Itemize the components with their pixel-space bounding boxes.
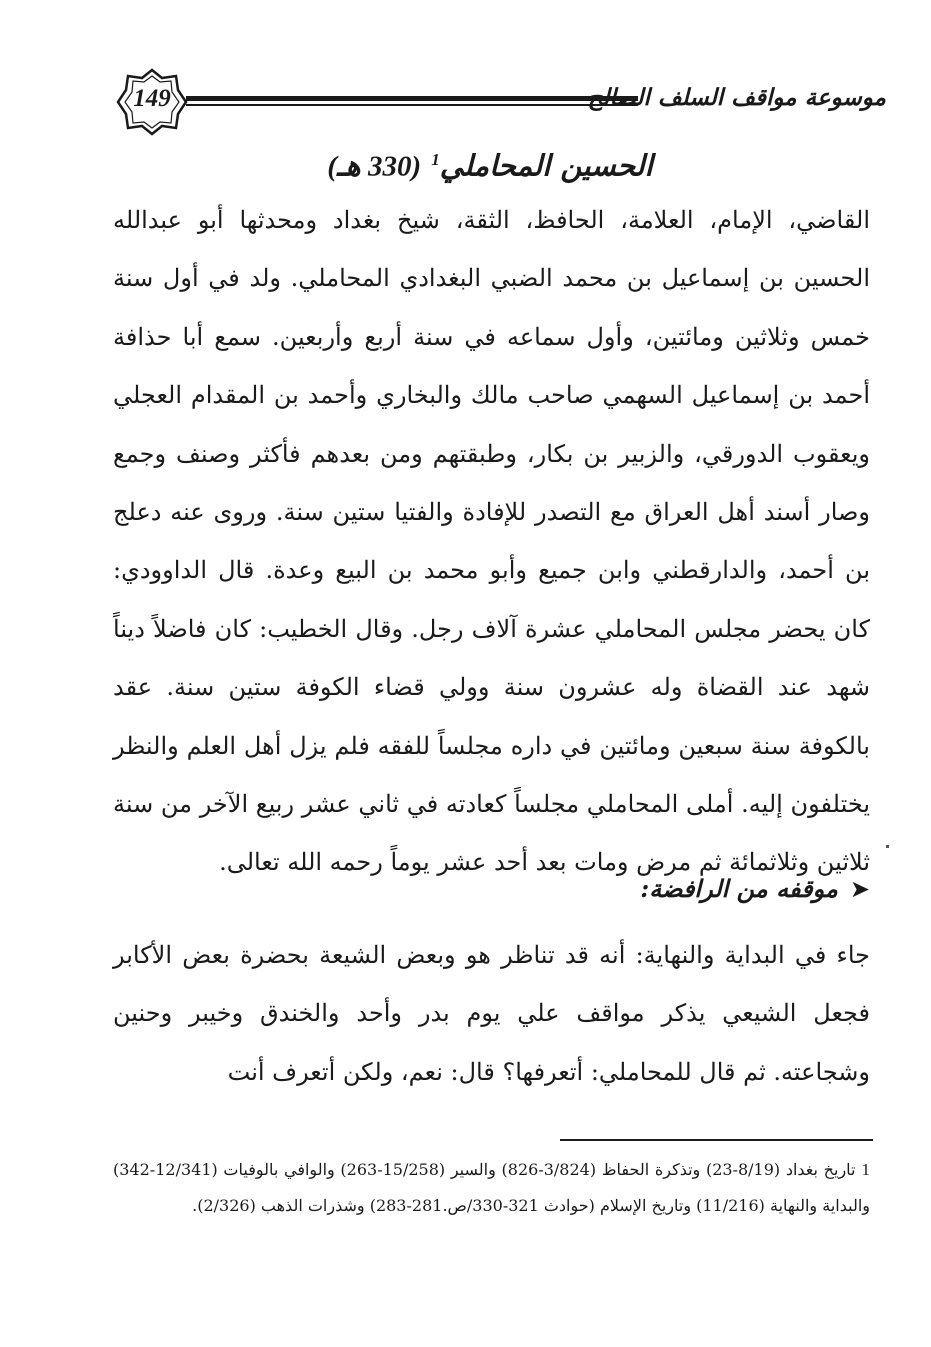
entry-heading bbox=[100, 132, 880, 195]
page-header bbox=[116, 68, 886, 136]
header-rule-thin bbox=[186, 104, 638, 106]
footnote-number: 1 bbox=[861, 1160, 870, 1179]
biography-paragraph: القاضي، الإمام، العلامة، الحافظ، الثقة، شيخ بغداد ومحدثها أبو عبدالله الحسين بن إسماعيل بن محمد الضبي البغدادي المحاملي. ولد في أول سنة خمس وثلاثين ومائتين، وأول سماعه في سنة أربع وأربعين. سمع أبا حذافة أحمد بن إسماعيل السهمي صاحب مالك والبخاري وأحمد بن المقدام العجلي ويعقوب الدورقي، والزبير بن بكار، وطبقتهم ومن بعدهم فأكثر وصنف وجمع وصار أسند أهل العراق مع التصدر للإفادة والفتيا ستين سنة. وروى عنه دعلج بن أحمد، والدارقطني وابن جميع وأبو محمد بن البيع وعدة. قال الداوودي: كان يحضر مجلس المحاملي عشرة آلاف رجل. وقال الخطيب: كان فاضلاً ديناً شهد عند القضاة وله عشرون سنة وولي قضاء الكوفة ستين سنة. عقد بالكوفة سنة سبعين ومائتين في داره مجلساً للفقه فلم يزل أهل العلم والنظر يختلفون إليه. أملى المحاملي مجلساً كعادته في ثاني عشر ربيع الآخر من سنة ثلاثين وثلاثمائة ثم مرض ومات بعد أحد عشر يوماً رحمه الله تعالى. bbox=[113, 206, 870, 877]
margin-mark bbox=[886, 845, 889, 848]
section-title: موقفه من الرافضة: bbox=[640, 874, 838, 903]
entry-name: الحسين المحاملي bbox=[439, 148, 653, 183]
entry-death-year: (330 هـ) bbox=[327, 150, 422, 183]
stance-paragraph: جاء في البداية والنهاية: أنه قد تناظر هو وبعض الشيعة بحضرة بعض الأكابر فجعل الشيعي يذكر مواقف علي يوم بدر وأحد والخندق وخيبر وحنين وشجاعته. ثم قال للمحاملي: أتعرفها؟ قال: نعم، ولكن أتعرف أنت bbox=[113, 941, 870, 1086]
book-title: موسوعة مواقف السلف الصالح bbox=[587, 84, 886, 111]
footnote-reference: 1 bbox=[431, 150, 440, 169]
footnote-separator bbox=[560, 1139, 873, 1141]
footnote bbox=[113, 1152, 870, 1224]
page-number: 149 bbox=[133, 85, 171, 112]
section-arrow-icon: ➤ bbox=[849, 875, 870, 903]
footnote-text: تاريخ بغداد (8/19-23) وتذكرة الحفاظ (3/824-826) والسير (15/258-263) والوافي بالوفيات (12/341-342) والبداية والنهاية (11/216) وتاريخ الإسلام (حوادث 321-330/ص.281-283) وشذرات الذهب (2/326). bbox=[113, 1160, 870, 1215]
section-heading bbox=[100, 860, 870, 918]
header-rule bbox=[186, 96, 638, 101]
page-number-badge bbox=[116, 68, 188, 136]
